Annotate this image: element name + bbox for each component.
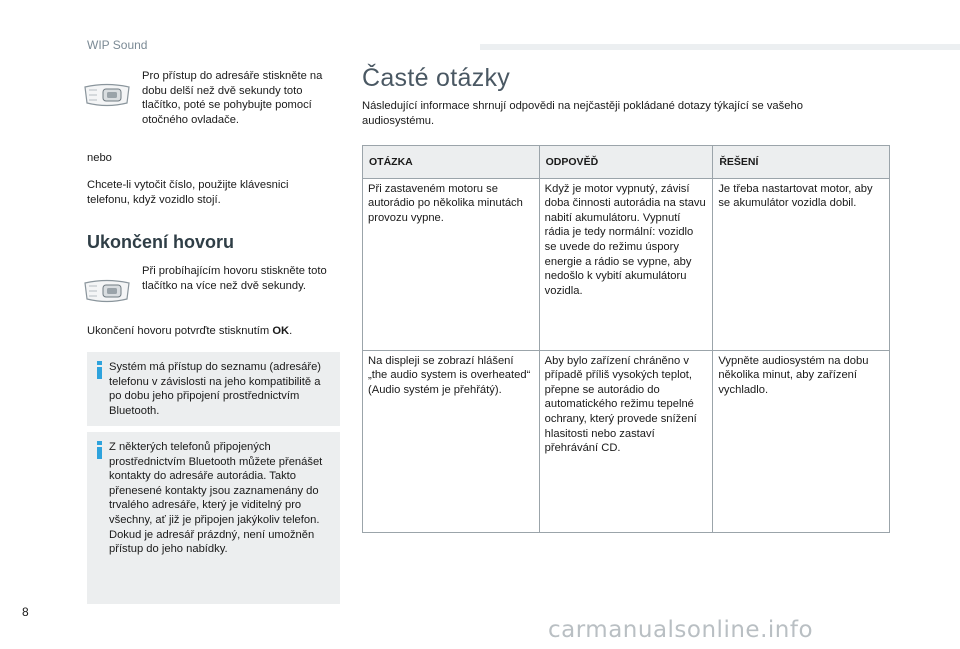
column-header-question: OTÁZKA [363, 146, 540, 179]
header-rule [480, 44, 960, 50]
note-text: Dokud je adresář prázdný, není umožněn přístup do jeho nabídky. [109, 528, 315, 556]
faq-intro: Následující informace shrnují odpovědi na nejčastěji pokládané dotazy týkající se vašeho audiosystému. [362, 100, 803, 127]
column-header-answer: ODPOVĚĎ [539, 146, 713, 179]
faq-heading: Časté otázky [362, 64, 511, 92]
table-row [363, 178, 890, 350]
table-row [363, 350, 890, 532]
note-text: Z některých telefonů připojených prostřednictvím Bluetooth můžete přenášet kontakty do adresáře autorádia. Takto přenesené kontakty jsou zaznamenány do trvalého adresáře, který je viditelný pro všechny, ať již je připojen jakýkoliv telefon. [109, 441, 323, 526]
steering-wheel-control-icon [83, 277, 131, 305]
cell-solution: Vypněte audiosystém na dobu několika minut, aby zařízení vychladlo. [713, 350, 890, 532]
or-text: nebo [87, 152, 112, 164]
watermark: carmanualsonline.info [548, 617, 814, 643]
cell-question: Na displeji se zobrazí hlášení „the audio system is overheated“ (Audio systém je přehřátý). [363, 350, 540, 532]
column-header-solution: ŘEŠENÍ [713, 146, 890, 179]
cell-question: Při zastaveném motoru se autorádio po několika minutách provozu vypne. [363, 178, 540, 350]
confirm-suffix: . [289, 325, 293, 337]
ok-label: OK [272, 325, 290, 337]
confirm-instruction [87, 324, 347, 339]
end-call-instruction: Při probíhajícím hovoru stiskněte toto tlačítko na více než dvě sekundy. [142, 265, 327, 292]
info-icon [95, 441, 104, 459]
steering-wheel-control-icon [83, 81, 131, 109]
header-title: WIP Sound [87, 38, 148, 52]
page-number: 8 [22, 605, 29, 619]
info-icon [95, 361, 104, 379]
note-text: Systém má přístup do seznamu (adresáře) telefonu v závislosti na jeho kompatibilitě a po dobu jeho připojení prostřednictvím Bluetooth. [109, 361, 322, 417]
cell-solution: Je třeba nastartovat motor, aby se akumulátor vozidla dobil. [713, 178, 890, 350]
note-contact-transfer [87, 432, 340, 604]
table-header-row [363, 146, 890, 179]
phonebook-instruction: Pro přístup do adresáře stiskněte na dobu delší než dvě sekundy toto tlačítko, poté se pohybujte pomocí otočného ovladače. [142, 70, 323, 126]
cell-answer: Když je motor vypnutý, závisí doba činnosti autorádia na stavu nabití akumulátoru. Vypnutí rádia je tedy normální: vozidlo se uvede do režimu úspory energie a rádio se vypne, aby nedošlo k vybití akumulátoru vozidla. [539, 178, 713, 350]
keypad-instruction: Chcete-li vytočit číslo, použijte klávesnici telefonu, když vozidlo stojí. [87, 179, 289, 206]
end-call-heading: Ukončení hovoru [87, 232, 235, 252]
faq-table [362, 145, 890, 533]
cell-answer: Aby bylo zařízení chráněno v případě příliš vysokých teplot, přepne se autorádio do automatického režimu tepelné ochrany, který provede snížení hlasitosti nebo zastaví přehrávání CD. [539, 350, 713, 532]
confirm-text: Ukončení hovoru potvrďte stisknutím [87, 325, 273, 337]
note-bluetooth-access [87, 352, 340, 426]
